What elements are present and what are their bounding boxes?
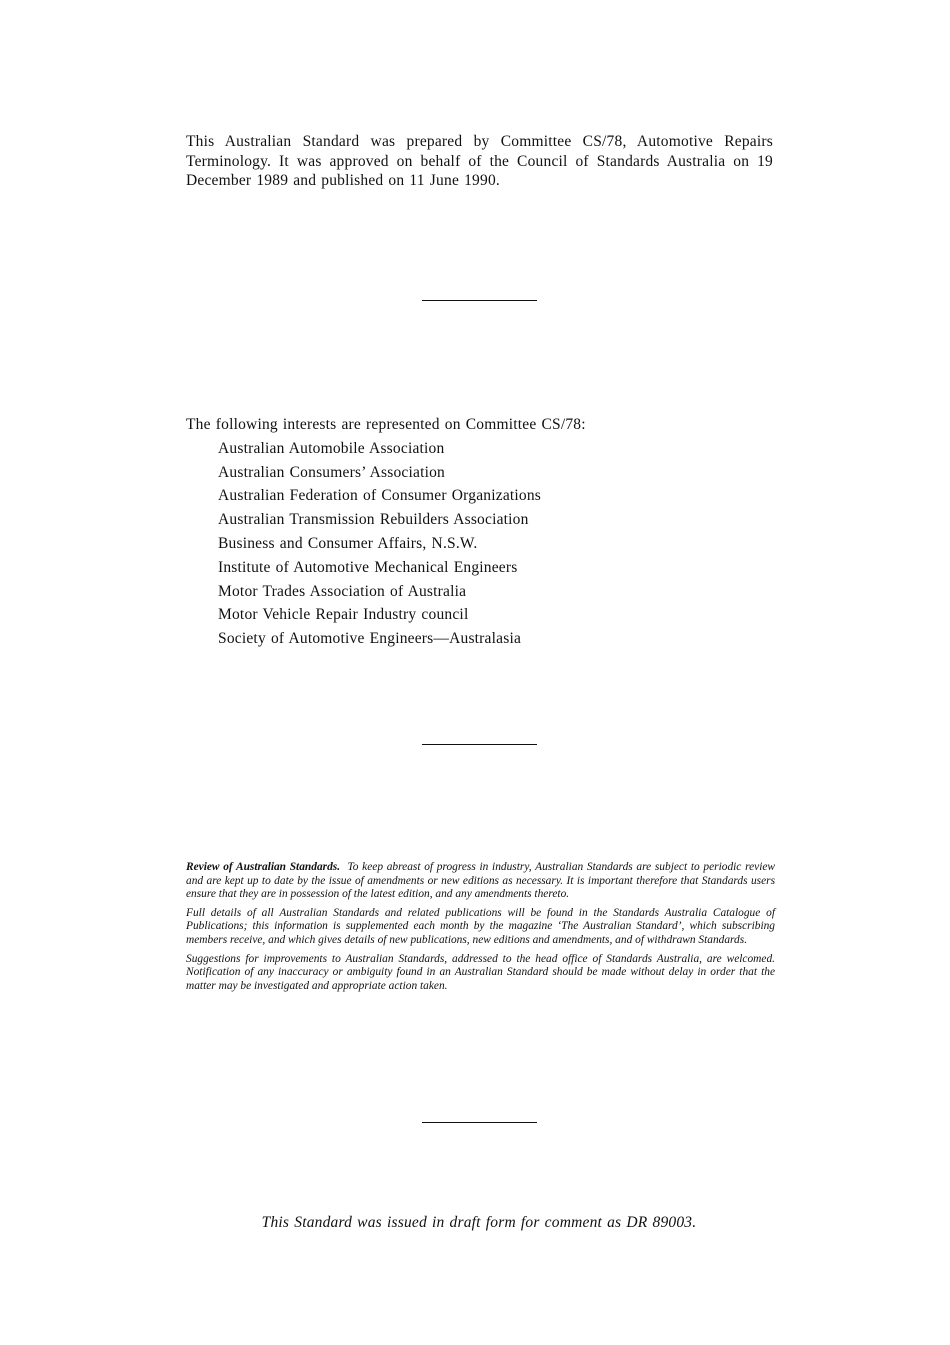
divider-rule (422, 744, 537, 745)
interests-heading: The following interests are represented on Committee CS/78: (186, 416, 586, 433)
list-item: Australian Transmission Rebuilders Association (218, 511, 529, 529)
list-item: Society of Automotive Engineers—Australasia (218, 630, 522, 648)
list-item: Australian Consumers’ Association (218, 463, 446, 481)
divider-rule (422, 1122, 537, 1123)
draft-note: This Standard was issued in draft form for comment as DR 89003. (261, 1214, 697, 1231)
divider-rule (422, 300, 537, 301)
list-item: Business and Consumer Affairs, N.S.W. (218, 534, 478, 552)
review-title: Review of Australian Standards. (186, 861, 341, 873)
review-text: To keep abreast of progress in industry, Australian Standards are subject to periodic review and are kept up to date by the issue of amendments or new editions as necessary. It is important therefore that Standards users ensure that they are in possession of the latest edition, and any amendments thereto. (186, 861, 776, 901)
review-paragraph (186, 861, 775, 902)
interests-list (186, 437, 773, 651)
details-paragraph: Full details of all Australian Standards and related publications will be found in the Standards Australia Catalogue of Publications; this information is supplemented each month by the magazine ‘The Australian Standard’, which subscribing members receive, and which gives details of new publications, new editions and amendments, and of withdrawn Standards. (186, 906, 775, 946)
list-item: Motor Vehicle Repair Industry council (218, 606, 469, 624)
committee-interests (186, 413, 773, 651)
review-notes (186, 861, 775, 998)
list-item: Australian Federation of Consumer Organizations (218, 487, 542, 505)
preparation-statement: This Australian Standard was prepared by Committee CS/78, Automotive Repairs Terminology. It was approved on behalf of the Council of Standards Australia on 19 December 1989 and published on 11 June 1990. (186, 133, 773, 189)
suggestions-paragraph: Suggestions for improvements to Australian Standards, addressed to the head office of Standards Australia, are welcomed. Notification of any inaccuracy or ambiguity found in an Australian Standard should be made without delay in order that the matter may be investigated and appropriate action taken. (186, 952, 775, 992)
list-item: Motor Trades Association of Australia (218, 582, 467, 600)
list-item: Institute of Automotive Mechanical Engineers (218, 558, 518, 576)
list-item: Australian Automobile Association (218, 439, 445, 457)
